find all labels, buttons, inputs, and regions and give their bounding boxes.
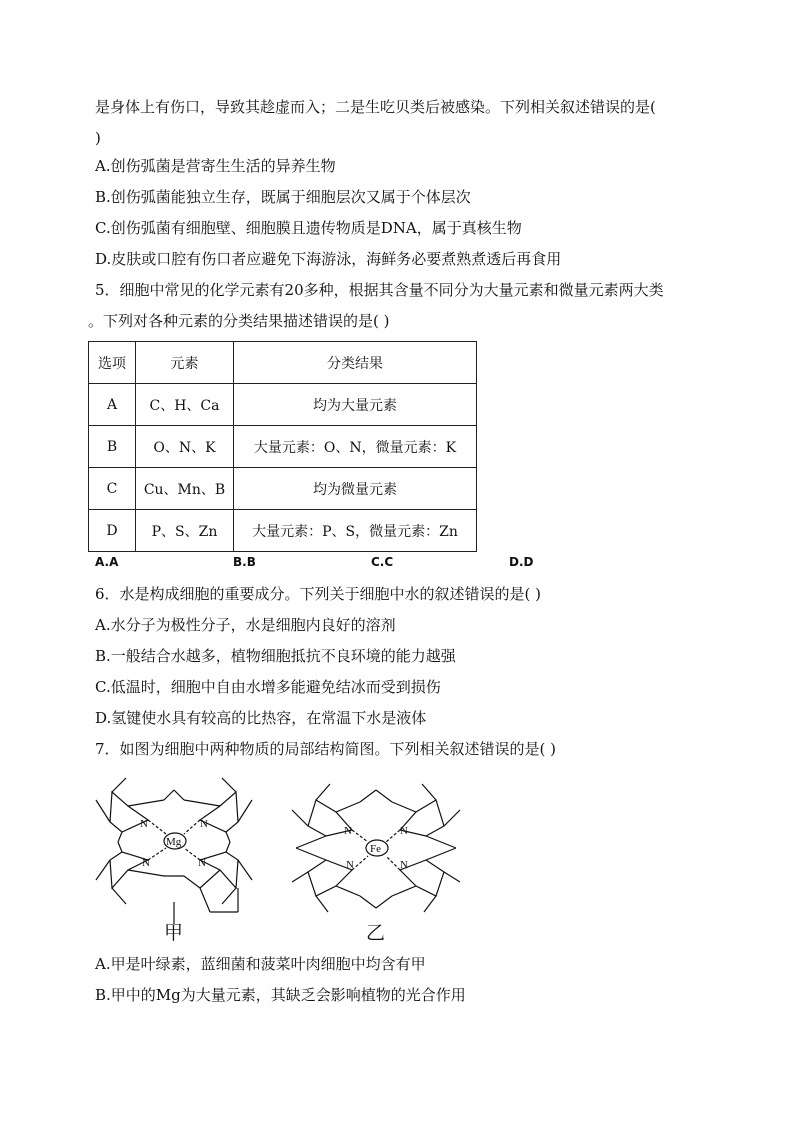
table-row (89, 384, 477, 426)
question-5-stem: 5．细胞中常见的化学元素有20多种，根据其含量不同分为大量元素和微量元素两大类 (95, 281, 664, 299)
table-cell: Cu、Mn、B (136, 468, 234, 510)
question-4-stem-continued: 是身体上有伤口，导致其趁虚而入；二是生吃贝类后被感染。下列相关叙述错误的是( (95, 98, 656, 116)
question-6-option-a: A.水分子为极性分子，水是细胞内良好的溶剂 (95, 616, 396, 634)
table-row (89, 510, 477, 552)
table-header-cell: 元素 (136, 342, 234, 384)
question-4-option-b: B.创伤弧菌能独立生存，既属于细胞层次又属于个体层次 (95, 188, 471, 206)
table-cell: 大量元素：O、N，微量元素：K (234, 426, 477, 468)
question-7-option-b: B.甲中的Mg为大量元素，其缺乏会影响植物的光合作用 (95, 986, 466, 1004)
table-header-row (89, 342, 477, 384)
fe-atom-label: Fe (370, 843, 381, 855)
n-atom-label: N (142, 857, 150, 869)
n-atom-label: N (200, 818, 208, 830)
figure-caption-jia: 甲 (164, 922, 184, 944)
question-4-option-d: D.皮肤或口腔有伤口者应避免下海游泳，海鲜务必要煮熟煮透后再食用 (95, 250, 562, 268)
table-header-cell: 选项 (89, 342, 136, 384)
table-cell: D (89, 510, 136, 552)
table-cell: O、N、K (136, 426, 234, 468)
question-6-option-c: C.低温时，细胞中自由水增多能避免结冰而受到损伤 (95, 678, 441, 696)
question-5-answer-options (0, 555, 794, 573)
table-cell: 均为微量元素 (234, 468, 477, 510)
table-row (89, 468, 477, 510)
chlorophyll-structure (96, 778, 252, 924)
n-atom-label: N (400, 859, 408, 871)
table-cell: A (89, 384, 136, 426)
table-cell: 大量元素：P、S，微量元素：Zn (234, 510, 477, 552)
figure-caption-yi: 乙 (366, 922, 386, 944)
table-cell: B (89, 426, 136, 468)
answer-option-d: D.D (509, 555, 534, 569)
n-atom-label: N (344, 825, 352, 837)
table-cell: C (89, 468, 136, 510)
element-classification-table (88, 341, 477, 552)
table-cell: 均为大量元素 (234, 384, 477, 426)
answer-option-a: A.A (95, 555, 119, 569)
question-7-option-a: A.甲是叶绿素，蓝细菌和菠菜叶肉细胞中均含有甲 (95, 955, 426, 973)
question-4-stem-paren: ) (95, 129, 101, 147)
question-5-stem-continued: 。下列对各种元素的分类结果描述错误的是( ) (88, 312, 390, 330)
n-atom-label: N (400, 825, 408, 837)
question-6-option-b: B.一般结合水越多，植物细胞抵抗不良环境的能力越强 (95, 647, 456, 665)
question-6-stem: 6．水是构成细胞的重要成分。下列关于细胞中水的叙述错误的是( ) (95, 585, 542, 603)
n-atom-label: N (198, 857, 206, 869)
n-atom-label: N (346, 859, 354, 871)
question-4-option-a: A.创伤弧菌是营寄生生活的异养生物 (95, 157, 336, 175)
table-cell: P、S、Zn (136, 510, 234, 552)
answer-option-c: C.C (371, 555, 394, 569)
table-row (89, 426, 477, 468)
table-header-cell: 分类结果 (234, 342, 477, 384)
n-atom-label: N (140, 818, 148, 830)
answer-option-b: B.B (233, 555, 256, 569)
mg-atom-label: Mg (166, 836, 182, 848)
question-7-stem: 7．如图为细胞中两种物质的局部结构简图。下列相关叙述错误的是( ) (95, 740, 557, 758)
question-6-option-d: D.氢键使水具有较高的比热容，在常温下水是液体 (95, 709, 427, 727)
table-cell: C、H、Ca (136, 384, 234, 426)
question-4-option-c: C.创伤弧菌有细胞壁、细胞膜且遗传物质是DNA，属于真核生物 (95, 219, 522, 237)
molecular-structure-figure (90, 772, 470, 944)
